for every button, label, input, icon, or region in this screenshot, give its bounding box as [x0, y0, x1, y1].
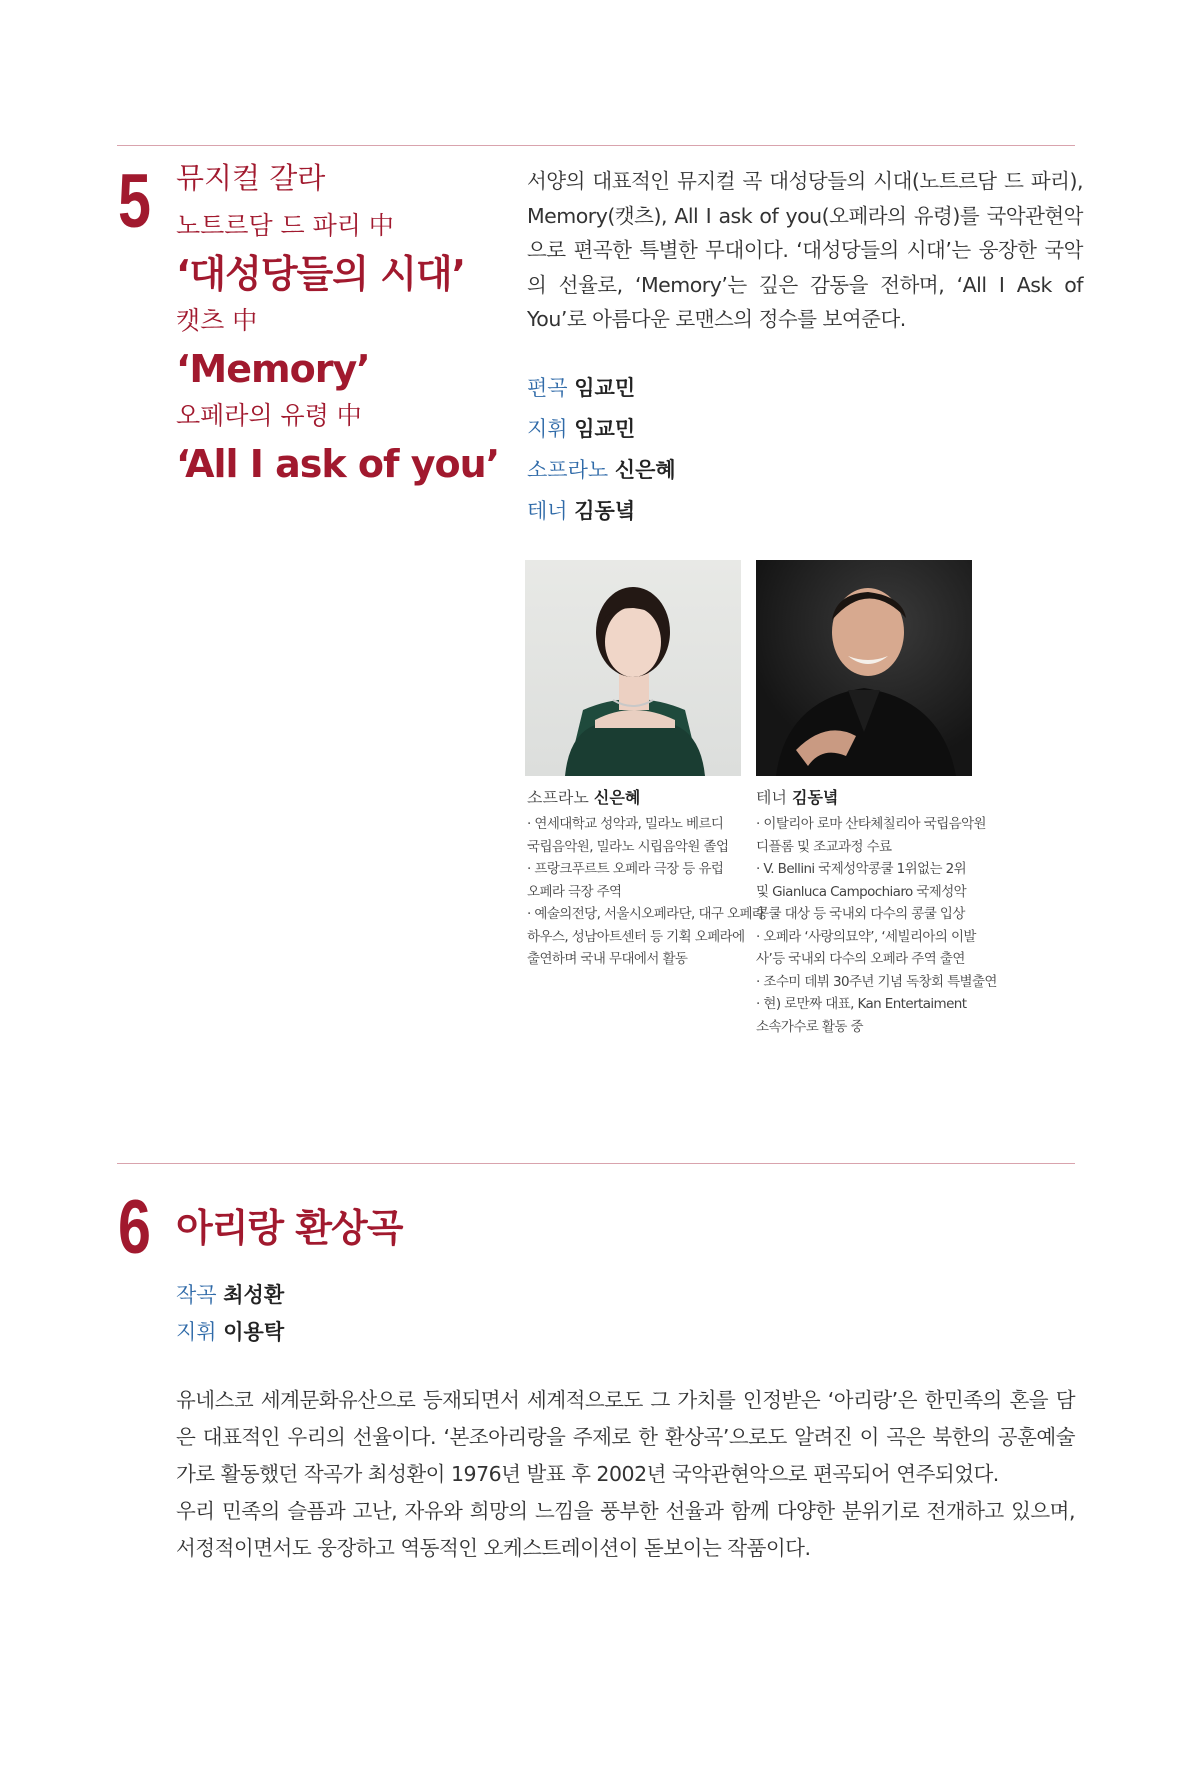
program-title: 뮤지컬 갈라 [176, 161, 326, 195]
credit-role: 작곡 [176, 1283, 217, 1307]
credit-role: 소프라노 [527, 458, 609, 482]
section6-credits [176, 1277, 284, 1351]
bio-role: 테너 [756, 788, 787, 807]
credit-name: 임교민 [574, 417, 636, 441]
section5-divider [117, 145, 1075, 146]
credit-conductor [527, 409, 676, 450]
song-title-3: ‘All I ask of you’ [176, 442, 500, 486]
credit-arranger [527, 368, 676, 409]
song-title-2: ‘Memory’ [176, 347, 370, 391]
tenor-bio [756, 785, 997, 1038]
bio-line: · 프랑크푸르트 오페라 극장 등 유럽 [527, 861, 724, 877]
credit-name: 신은혜 [614, 458, 676, 482]
bio-line: 및 Gianluca Campochiaro 국제성악 [756, 883, 967, 900]
bio-line: · 연세대학교 성악과, 밀라노 베르디 [527, 816, 724, 832]
bio-line: 국립음악원, 밀라노 시립음악원 졸업 [527, 838, 729, 855]
bio-line: · 현) 로만짜 대표, Kan Entertaiment [756, 996, 967, 1012]
section5-titles [176, 160, 516, 490]
soprano-name [527, 785, 747, 811]
section6-number: 6 [118, 1185, 151, 1270]
credit-role: 지휘 [527, 417, 568, 441]
song-title-1: ‘대성당들의 시대’ [176, 252, 466, 296]
bio-line: · V. Bellini 국제성악콩쿨 1위없는 2위 [756, 861, 967, 877]
bio-line: 사’등 국내외 다수의 오페라 주역 출연 [756, 951, 965, 967]
bio-line: 콩쿨 대상 등 국내외 다수의 콩쿨 입상 [756, 906, 965, 922]
bio-line: · 이탈리아 로마 산타체칠리아 국립음악원 [756, 816, 986, 832]
credit-conductor [176, 1314, 284, 1351]
soprano-photo [525, 560, 741, 776]
bio-line: 출연하며 국내 무대에서 활동 [527, 951, 688, 967]
bio-line: · 오페라 ‘사랑의묘약’, ‘세빌리아의 이발 [756, 928, 976, 945]
bio-line: · 조수미 데뷔 30주년 기념 독창회 특별출연 [756, 973, 997, 990]
credit-role: 테너 [527, 499, 568, 523]
source-musical-3: 오페라의 유령 中 [176, 401, 362, 430]
section6-description [176, 1382, 1075, 1567]
bio-name: 김동녘 [792, 788, 839, 807]
source-musical-1: 노트르담 드 파리 中 [176, 211, 394, 240]
credit-soprano [527, 450, 676, 491]
bio-role: 소프라노 [527, 788, 589, 807]
credit-role: 편곡 [527, 376, 568, 400]
bio-line: 오페라 극장 주역 [527, 883, 622, 900]
tenor-photo [756, 560, 972, 776]
description-paragraph: 유네스코 세계문화유산으로 등재되면서 세계적으로도 그 가치를 인정받은 ‘아리랑’은 한민족의 혼을 담은 대표적인 우리의 선율이다. ‘본조아리랑을 주제로 한 환상곡’으로도 알려진 이 곡은 북한의 공훈예술가로 활동했던 작곡가 최성환이 1976년 발표 후 2002년 국악관현악으로 편곡되어 연주되었다. [176, 1388, 1075, 1486]
bio-name: 신은혜 [593, 788, 641, 807]
credit-name: 김동녘 [574, 499, 636, 523]
section5-number: 5 [118, 159, 151, 244]
credit-composer [176, 1277, 284, 1314]
description-paragraph: 우리 민족의 슬픔과 고난, 자유와 희망의 느낌을 풍부한 선율과 함께 다양한 분위기로 전개하고 있으며, 서정적이면서도 웅장하고 역동적인 오케스트레이션이 돋보이는 작품이다. [176, 1499, 1075, 1560]
tenor-name [756, 785, 976, 811]
source-musical-2: 캣츠 中 [176, 306, 258, 335]
credit-tenor [527, 491, 676, 532]
credit-name: 최성환 [223, 1283, 285, 1307]
tenor-portrait-illustration [756, 560, 972, 776]
soprano-bio [527, 785, 765, 971]
credit-role: 지휘 [176, 1320, 217, 1344]
bio-line: · 예술의전당, 서울시오페라단, 대구 오페라 [527, 906, 765, 922]
section5-credits [527, 368, 676, 532]
bio-line: 디플롬 및 조교과정 수료 [756, 838, 892, 855]
credit-name: 임교민 [574, 376, 636, 400]
bio-line: 소속가수로 활동 중 [756, 1018, 863, 1035]
credit-name: 이용탁 [223, 1320, 285, 1344]
soprano-portrait-illustration [525, 560, 741, 776]
section5-description: 서양의 대표적인 뮤지컬 곡 대성당들의 시대(노트르담 드 파리), Memory(캣츠), All I ask of you(오페라의 유령)를 국악관현악으로 편곡한 특별한 무대이다. ‘대성당들의 시대’는 웅장한 국악의 선율로, ‘Memory’는 깊은 감동을 전하며, ‘All I Ask of You’로 아름다운 로맨스의 정수를 보여준다. [527, 169, 1083, 331]
section6-divider [117, 1163, 1075, 1164]
section6-title: 아리랑 환상곡 [176, 1206, 403, 1250]
bio-line: 하우스, 성남아트센터 등 기획 오페라에 [527, 928, 745, 945]
